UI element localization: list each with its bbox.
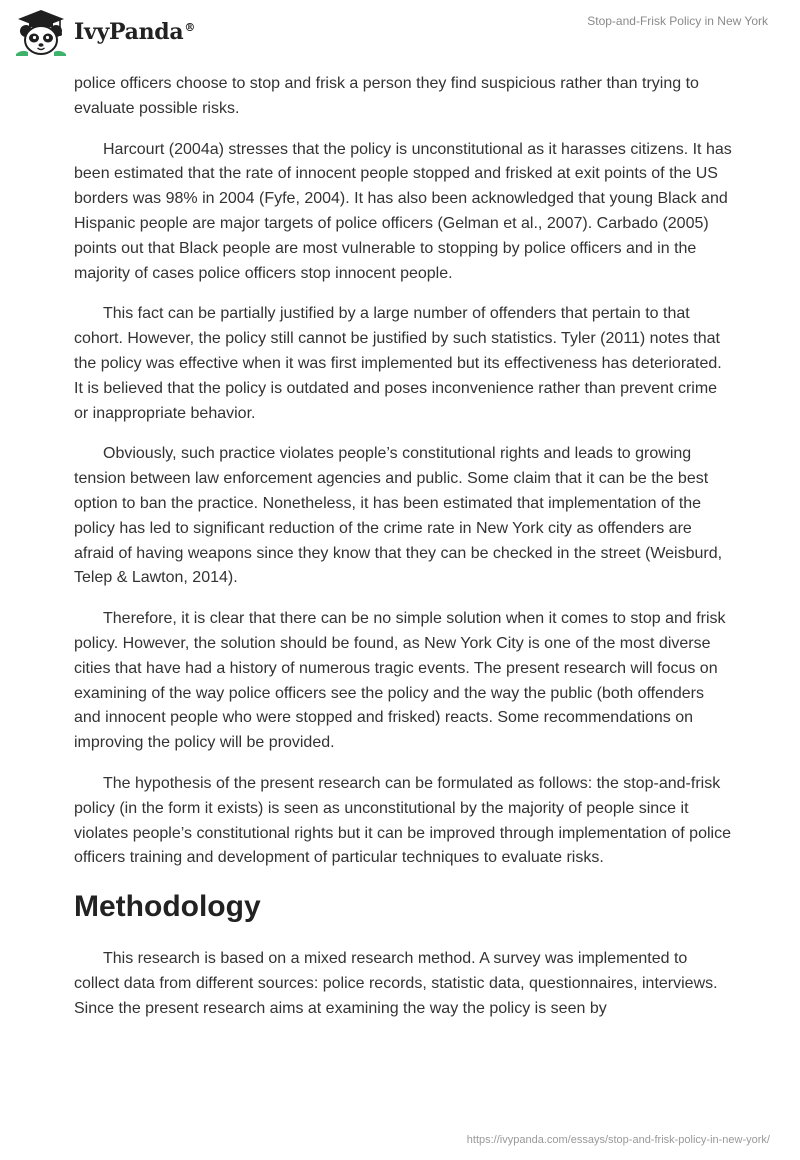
document-title: Stop-and-Frisk Policy in New York [587, 14, 768, 28]
paragraph: This fact can be partially justified by a large number of offenders that pertain to that cohort. However, the policy still cannot be justified by such statistics. Tyler (2011) notes that the policy was effective when it was first implemented but its effectiveness has deteriorated. It is believed that the policy is outdated and poses inconvenience rather than prevent crime or inappropriate behavior. [74, 305, 722, 422]
brand-name: IvyPanda® [74, 19, 196, 45]
source-url[interactable]: https://ivypanda.com/essays/stop-and-frisk-policy-in-new-york/ [466, 1134, 770, 1146]
paragraph: The hypothesis of the present research can be formulated as follows: the stop-and-frisk policy (in the form it exists) is seen as unconstitutional by the majority of people since it violates people’s constitutional rights but it can be improved through implementation of police officers training and development of particular techniques to evaluate risks. [74, 774, 731, 867]
paragraph: Obviously, such practice violates people’s constitutional rights and leads to growing tension between law enforcement agencies and public. Some claim that it can be the best option to ban the practice. Nonetheless, it has been estimated that implementation of the policy has led to significant reduction of the crime rate in New York city as offenders are afraid of having weapons since they know that they can be checked in the street (Weisburd, Telep & Lawton, 2014). [74, 445, 723, 587]
section-heading-methodology: Methodology [74, 890, 261, 924]
paragraph: Harcourt (2004a) stresses that the policy is unconstitutional as it harasses citizens. It has been estimated that the rate of innocent people stopped and frisked at exit points of the US borders was 98% in 2004 (Fyfe, 2004). It has also been acknowledged that young Black and Hispanic people are major targets of police officers (Gelman et al., 2007). Carbado (2005) points out that Black people are most vulnerable to stopping by police officers and in the majority of cases police officers stop innocent people. [74, 140, 732, 282]
paragraph: This research is based on a mixed research method. A survey was implemented to collect data from different sources: police records, statistic data, questionnaires, interviews. Since the present research aims at examining the way the policy is seen by [74, 950, 718, 1017]
panda-graduate-icon [14, 8, 68, 56]
brand-logo[interactable] [14, 8, 195, 56]
paragraph: police officers choose to stop and frisk a person they find suspicious rather than trying to evaluate possible risks. [74, 75, 699, 117]
essay-body [74, 72, 734, 1038]
registered-mark: ® [184, 20, 196, 34]
page-header [0, 0, 800, 70]
paragraph: Therefore, it is clear that there can be no simple solution when it comes to stop and frisk policy. However, the solution should be found, as New York City is one of the most diverse cities that have had a history of numerous tragic events. The present research will focus on examining of the way police officers see the policy and the way the public (both offenders and innocent people who were stopped and frisked) reacts. Some recommendations on improving the policy will be provided. [74, 610, 726, 752]
